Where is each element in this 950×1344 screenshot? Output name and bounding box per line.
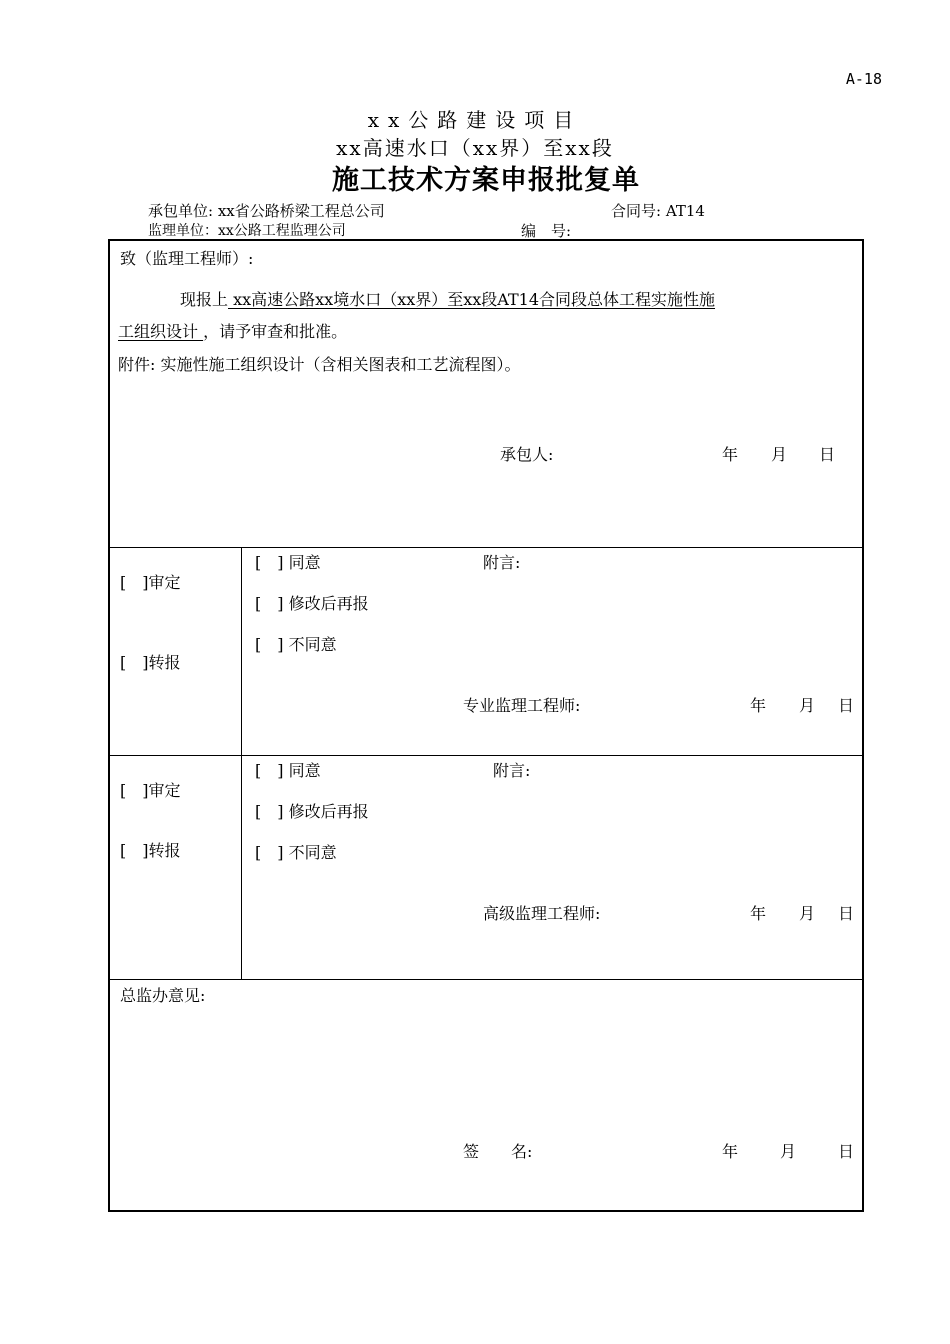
supervisor-value: xx公路工程监理公司 xyxy=(218,223,346,239)
date-month: 月 xyxy=(780,1142,797,1161)
date-year: 年 xyxy=(750,904,767,923)
remark-label: 附言: xyxy=(493,761,531,780)
table-divider xyxy=(108,755,864,756)
revise-checkbox[interactable]: [ ] 修改后再报 xyxy=(255,802,369,821)
date-day: 日 xyxy=(819,445,836,464)
date-day: 日 xyxy=(838,696,855,715)
engineer-signer-label: 专业监理工程师: xyxy=(463,696,581,715)
date-year: 年 xyxy=(722,445,739,464)
title-line1: xx公路建设项目 xyxy=(367,108,583,132)
contractor-signer-label: 承包人: xyxy=(500,445,554,464)
contractor-value: xx省公路桥梁工程总公司 xyxy=(217,202,385,220)
forward-checkbox[interactable]: [ ]转报 xyxy=(120,841,181,860)
addressee: 致（监理工程师）: xyxy=(120,249,254,268)
revise-checkbox[interactable]: [ ] 修改后再报 xyxy=(255,594,369,613)
report-suffix: ，请予审查和批准。 xyxy=(203,322,348,341)
report-line2 xyxy=(118,319,347,342)
contract-no-label: 合同号: xyxy=(611,202,662,220)
remark-label: 附言: xyxy=(483,553,521,572)
approve-checkbox[interactable]: [ ]审定 xyxy=(120,781,181,800)
date-day: 日 xyxy=(838,904,855,923)
supervisor-label: 监理单位： xyxy=(148,223,218,239)
agree-checkbox[interactable]: [ ] 同意 xyxy=(255,553,321,572)
attachment: 附件: 实施性施工组织设计（含相关图表和工艺流程图）。 xyxy=(118,355,521,374)
date-month: 月 xyxy=(799,696,816,715)
signature-label: 签 名: xyxy=(463,1142,533,1161)
contractor-info xyxy=(148,200,385,221)
contract-no xyxy=(611,200,705,221)
serial-label: 编 号: xyxy=(521,222,572,240)
date-month: 月 xyxy=(771,445,788,464)
forward-checkbox[interactable]: [ ]转报 xyxy=(120,653,181,672)
form-code: A-18 xyxy=(845,70,882,88)
disagree-checkbox[interactable]: [ ] 不同意 xyxy=(255,843,337,862)
contractor-label: 承包单位: xyxy=(148,202,214,220)
report-line1 xyxy=(180,287,715,310)
date-month: 月 xyxy=(799,904,816,923)
contract-no-value: AT14 xyxy=(665,202,705,220)
senior-engineer-signer-label: 高级监理工程师: xyxy=(483,904,601,923)
disagree-checkbox[interactable]: [ ] 不同意 xyxy=(255,635,337,654)
report-prefix: 现报上 xyxy=(180,290,229,309)
report-subject-cont: 工组织设计 xyxy=(118,322,204,341)
report-subject: xx高速公路xx境水口（xx界）至xx段AT14合同段总体工程实施性施 xyxy=(228,290,716,309)
form-table xyxy=(108,239,864,1212)
column-divider xyxy=(241,547,242,979)
page-title: 施工技术方案申报批复单 xyxy=(332,165,640,196)
title-line2: xx高速水口（xx界）至xx段 xyxy=(336,136,614,160)
chief-opinion-label: 总监办意见: xyxy=(120,986,206,1005)
supervisor-info xyxy=(148,220,346,240)
table-divider xyxy=(108,979,864,980)
date-day: 日 xyxy=(838,1142,855,1161)
approve-checkbox[interactable]: [ ]审定 xyxy=(120,573,181,592)
agree-checkbox[interactable]: [ ] 同意 xyxy=(255,761,321,780)
table-divider xyxy=(108,547,864,548)
date-year: 年 xyxy=(722,1142,739,1161)
date-year: 年 xyxy=(750,696,767,715)
